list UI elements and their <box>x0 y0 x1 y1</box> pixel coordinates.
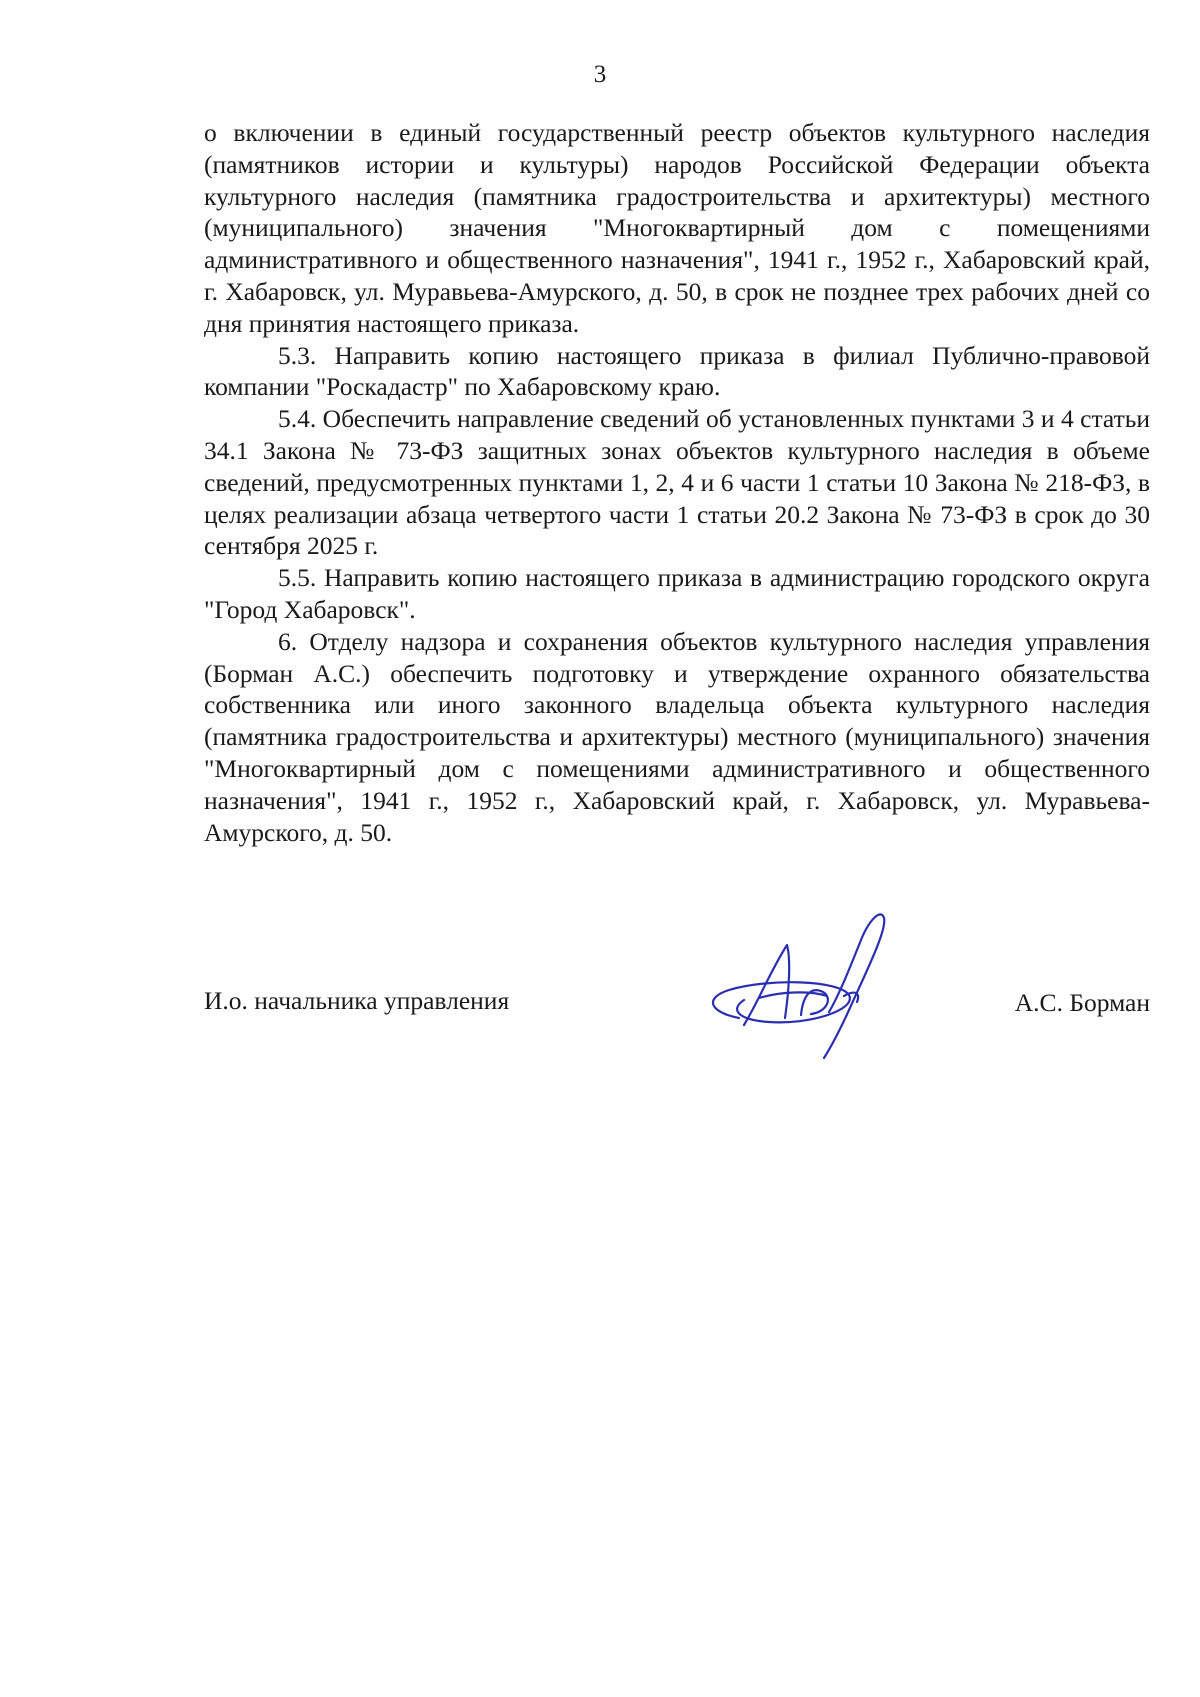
paragraph-5-5: 5.5. Направить копию настоящего приказа в администрацию городского округа "Город Хабаровск". <box>204 563 1150 624</box>
signatory-name: А.С. Борман <box>1014 988 1150 1017</box>
signature-block <box>204 900 1150 1050</box>
signature-stroke-hook <box>844 993 858 1002</box>
paragraph-5-4: 5.4. Обеспечить направление сведений об установленных пунктами 3 и 4 статьи 34.1 Закона № 73-ФЗ защитных зонах объектов культурного наследия в объеме сведений, предусмотренных пунктами 1, 2, 4 и 6 части 1 статьи 10 Закона № 218-ФЗ, в целях реализации абзаца четвертого части 1 статьи 20.2 Закона № 73-ФЗ в срок до 30 сентября 2025 г. <box>204 404 1150 561</box>
page-number: 3 <box>593 61 607 88</box>
signatory-position: И.о. начальника управления <box>204 986 510 1015</box>
signature-stroke-loop <box>713 982 850 1022</box>
paragraph-6: 6. Отделу надзора и сохранения объектов культурного наследия управления (Борман А.С.) обеспечить подготовку и утверждение охранного обязательства собственника или иного законного владельца объекта культурного наследия (памятника градостроительства и архитектуры) местного (муниципального) значения "Многоквартирный дом с помещениями административного и общественного назначения", 1941 г., 1952 г., Хабаровский край, г. Хабаровск, ул. Муравьева-Амурского, д. 50. <box>204 626 1150 847</box>
handwritten-signature <box>699 900 899 1060</box>
paragraph-continuation: о включении в единый государственный реестр объектов культурного наследия (памятников истории и культуры) народов Российской Федерации объекта культурного наследия (памятника градостроительства и архитектуры) местного (муниципального) значения "Многоквартирный дом с помещениями административного и общественного назначения", 1941 г., 1952 г., Хабаровский край, г. Хабаровск, ул. Муравьева-Амурского, д. 50, в срок не позднее трех рабочих дней со дня принятия настоящего приказа. <box>204 118 1150 338</box>
signature-stroke-cross <box>759 992 827 998</box>
paragraph-5-3: 5.3. Направить копию настоящего приказа в филиал Публично-правовой компании "Роскадастр" по Хабаровскому краю. <box>204 340 1150 402</box>
document-body <box>204 117 1150 848</box>
